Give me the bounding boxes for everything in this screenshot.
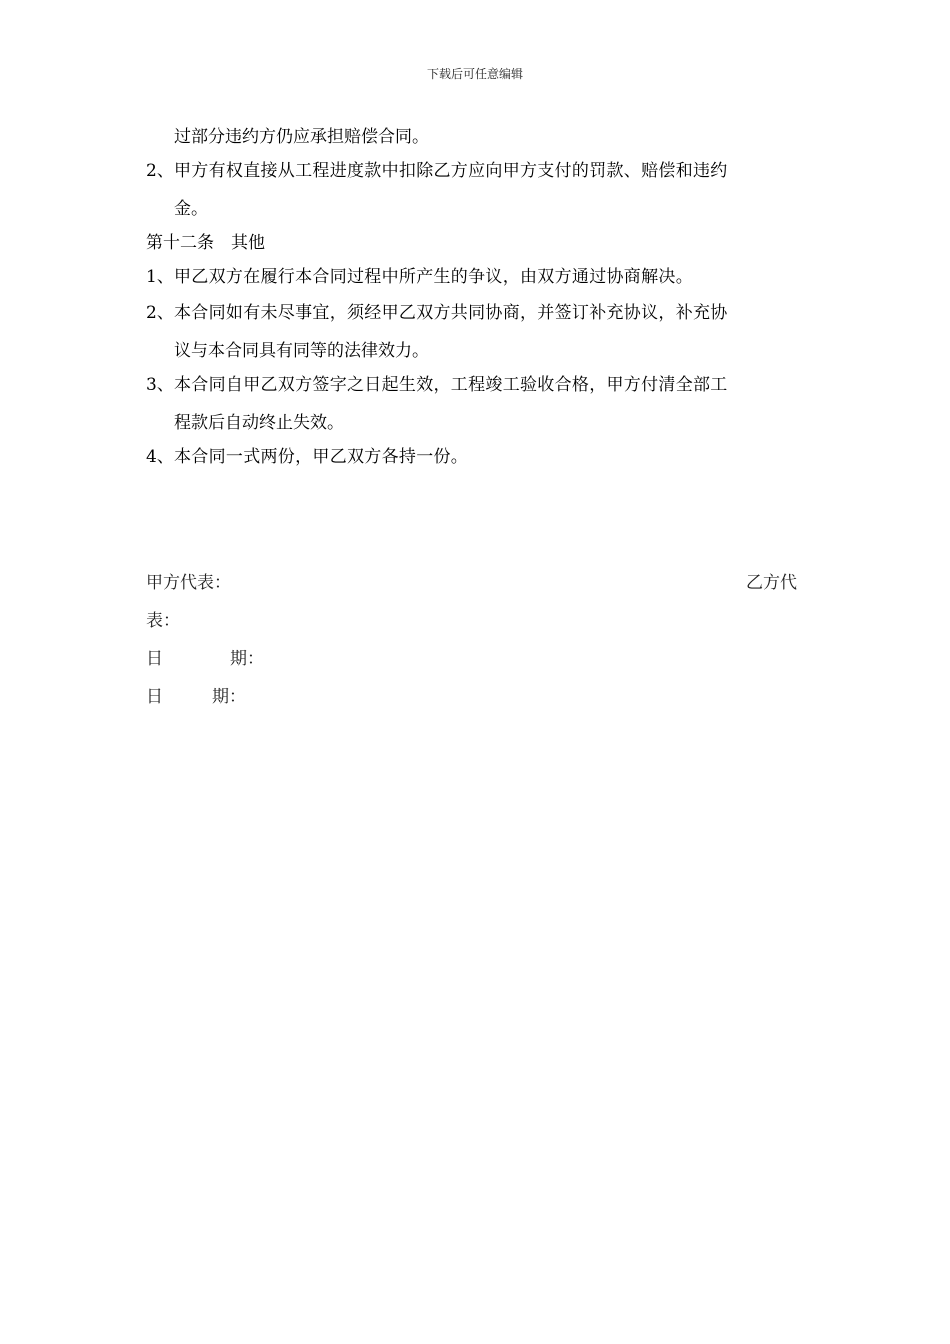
list-text-line1: 本合同自甲乙双方签字之日起生效，工程竣工验收合格，甲方付清全部工: [174, 375, 728, 395]
article-12-title: 第十二条 其他: [146, 233, 265, 253]
article-12-item-3-line2: 程款后自动终止失效。: [174, 413, 344, 433]
party-b-representative-label-start: 乙方代: [746, 573, 797, 593]
date-a-label-char2: 期：: [230, 649, 264, 669]
page-header: 下载后可任意编辑: [426, 67, 523, 81]
article-12-item-3: [146, 366, 806, 404]
article-12-item-1: [146, 258, 806, 296]
clause-11-item-2: [146, 152, 806, 190]
party-b-representative-label-end: 表：: [146, 611, 180, 631]
carryover-line: 过部分违约方仍应承担赔偿合同。: [174, 127, 429, 147]
list-text-line1: 本合同如有未尽事宜，须经甲乙双方共同协商，并签订补充协议，补充协: [174, 303, 728, 323]
article-12-item-2: [146, 294, 806, 332]
clause-11-item-2-line2: 金。: [174, 199, 208, 219]
list-text-line1: 甲乙双方在履行本合同过程中所产生的争议，由双方通过协商解决。: [174, 267, 693, 287]
date-a-label-char1: 日: [146, 649, 163, 669]
party-a-representative-label: 甲方代表：: [146, 573, 231, 593]
list-number: 3、: [146, 375, 174, 395]
list-number: 2、: [146, 161, 174, 181]
list-number: 2、: [146, 303, 174, 323]
list-number: 1、: [146, 267, 174, 287]
list-text-line1: 甲方有权直接从工程进度款中扣除乙方应向甲方支付的罚款、赔偿和违约: [174, 161, 728, 181]
article-12-item-2-line2: 议与本合同具有同等的法律效力。: [174, 341, 429, 361]
article-12-item-4: [146, 438, 806, 476]
date-b-label-char2: 期：: [212, 687, 246, 707]
date-b-label-char1: 日: [146, 687, 163, 707]
list-number: 4、: [146, 447, 174, 467]
list-text-line1: 本合同一式两份，甲乙双方各持一份。: [174, 447, 469, 467]
